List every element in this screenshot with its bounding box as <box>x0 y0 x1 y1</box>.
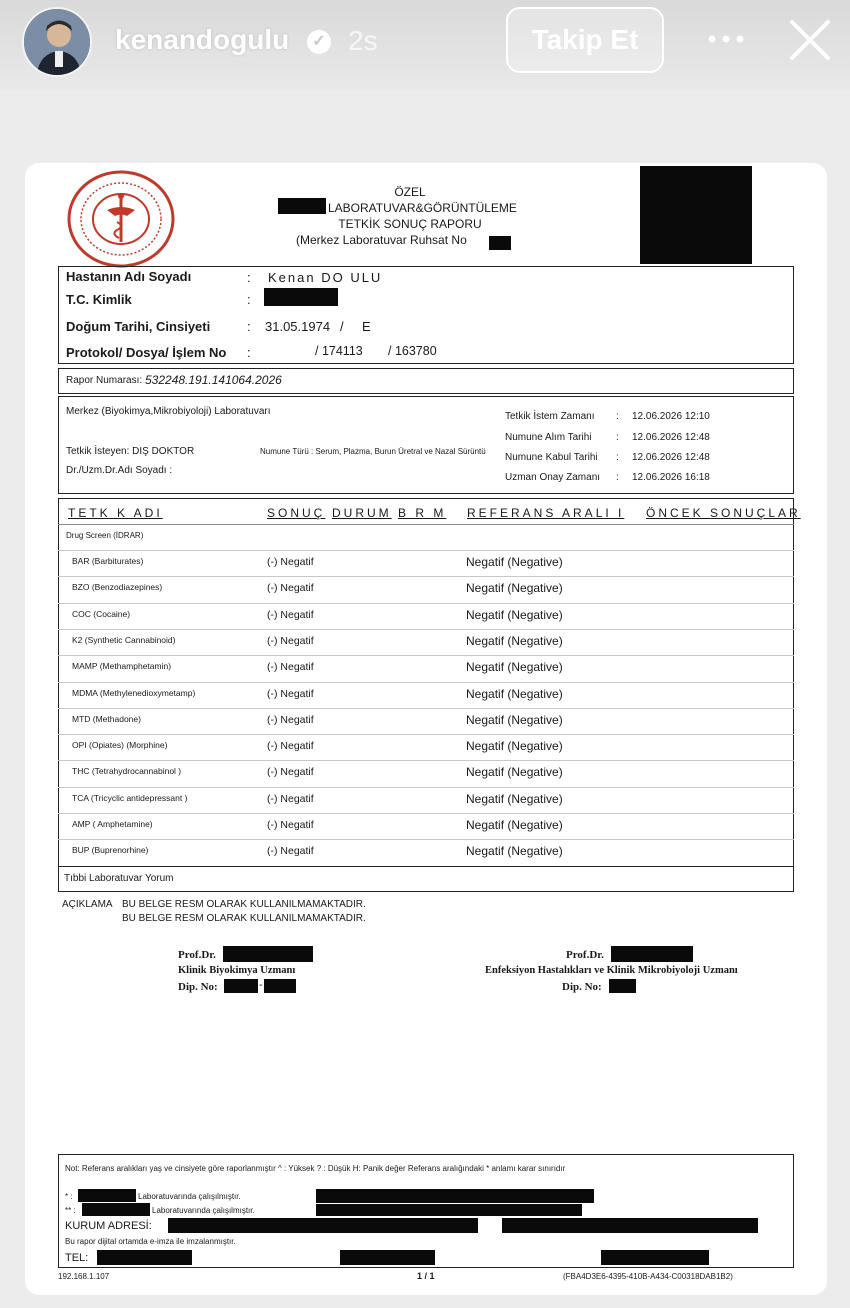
redaction-dip <box>224 979 258 993</box>
test-result: (-) Negatif <box>267 766 314 779</box>
row-divider <box>58 603 794 604</box>
test-name: BAR (Barbiturates) <box>72 556 144 566</box>
footer-page: 1 / 1 <box>417 1271 435 1281</box>
redaction <box>78 1189 136 1202</box>
col-status: DURUM <box>332 506 392 520</box>
test-result: (-) Negatif <box>267 582 314 595</box>
ministry-seal-icon <box>67 170 175 268</box>
tel-label: TEL: <box>65 1252 89 1264</box>
verified-badge-icon: ✓ <box>307 30 331 54</box>
redaction-barcode <box>640 166 752 264</box>
row-divider <box>58 629 794 630</box>
test-reference: Negatif (Negative) <box>466 712 563 727</box>
redaction <box>316 1204 582 1216</box>
test-reference: Negatif (Negative) <box>466 555 563 569</box>
footer-lab1: Laboratuvarında çalışılmıştır. <box>138 1192 241 1201</box>
row-divider <box>58 708 794 709</box>
tc-label: T.C. Kimlik <box>66 292 132 307</box>
right-sign-title: Prof.Dr. <box>566 949 604 961</box>
test-name: OPI (Opiates) (Morphine) <box>72 740 168 751</box>
comment-label: Tıbbi Laboratuvar Yorum <box>64 873 174 884</box>
footer-note: Not: Referans aralıkları yaş ve cinsiyete göre raporlanmıştır ^ : Yüksek ? : Düşük H: Panik değer Referans aralığındaki * anlamı karar sınırıdır <box>65 1164 566 1173</box>
esign-note: Bu rapor dijital ortamda e-imza ile imzalanmıştır. <box>65 1237 236 1246</box>
row-divider <box>58 682 794 683</box>
test-group: Drug Screen (İDRAR) <box>66 531 144 540</box>
test-reference: Negatif (Negative) <box>466 765 563 780</box>
report-title-line3: TETKİK SONUÇ RAPORU <box>338 217 482 231</box>
test-result: (-) Negatif <box>267 740 314 753</box>
story-header <box>0 0 850 90</box>
row-divider <box>58 813 794 814</box>
footer-hash: (FBA4D3E6-4395-410B-A434-C00318DAB1B2) <box>563 1272 733 1281</box>
test-result: (-) Negatif <box>267 687 314 700</box>
redaction-name <box>611 946 693 962</box>
left-sign-title: Prof.Dr. <box>178 949 216 961</box>
redaction-tel <box>340 1250 435 1265</box>
dob-value: 31.05.1974 <box>265 319 331 334</box>
close-icon[interactable] <box>788 18 832 62</box>
left-sign-role: Klinik Biyokimya Uzmanı <box>178 965 296 976</box>
test-reference: Negatif (Negative) <box>466 686 563 701</box>
address-label: KURUM ADRESİ: <box>65 1220 152 1232</box>
redaction-dip <box>264 979 296 993</box>
redaction-name <box>223 946 313 962</box>
divider <box>58 524 794 525</box>
right-sign-role: Enfeksiyon Hastalıkları ve Klinik Mikrobiyoloji Uzmanı <box>485 965 738 976</box>
test-name: AMP ( Amphetamine) <box>72 819 153 829</box>
protocol-value: / 174113 <box>315 344 363 358</box>
explanation-line1: BU BELGE RESM OLARAK KULLANILMAMAKTADIR. <box>122 899 366 910</box>
dash: - <box>259 979 263 991</box>
test-result: (-) Negatif <box>267 845 314 858</box>
report-number-value: 532248.191.141064.2026 <box>145 373 282 387</box>
divider <box>58 866 794 867</box>
footer-lab2-prefix: ** : <box>65 1206 76 1215</box>
test-reference: Negatif (Negative) <box>466 818 563 832</box>
row-divider <box>58 760 794 761</box>
report-title-line4: (Merkez Laboratuvar Ruhsat No <box>296 233 467 247</box>
footer-lab2: Laboratuvarında çalışılmıştır. <box>152 1206 255 1215</box>
test-name: COC (Cocaine) <box>72 608 131 619</box>
doctor-label: Dr./Uzm.Dr.Adı Soyadı : <box>66 465 173 476</box>
redaction <box>316 1189 594 1203</box>
test-result: (-) Negatif <box>267 556 314 568</box>
right-sign-dip: Dip. No: <box>562 981 602 993</box>
test-name: BUP (Buprenorhine) <box>72 845 149 856</box>
colon: : <box>247 270 251 285</box>
test-reference: Negatif (Negative) <box>466 844 563 859</box>
test-reference: Negatif (Negative) <box>466 739 563 754</box>
left-sign-dip: Dip. No: <box>178 981 218 993</box>
time-label: Uzman Onay Zamanı <box>505 472 601 483</box>
patient-name-value: Kenan DO ULU <box>268 270 383 285</box>
colon: : <box>616 472 619 483</box>
col-unit: B R M <box>398 506 447 520</box>
report-title-line2: LABORATUVAR&GÖRÜNTÜLEME <box>328 201 517 215</box>
row-divider <box>58 839 794 840</box>
explanation-line2: BU BELGE RESM OLARAK KULLANILMAMAKTADIR. <box>122 913 366 924</box>
col-reference: REFERANS ARALI I <box>467 506 625 520</box>
colon: : <box>247 319 251 334</box>
lab-name: Merkez (Biyokimya,Mikrobiyoloji) Laboratuvarı <box>66 406 271 417</box>
protocol-value2: / 163780 <box>388 344 437 358</box>
time-value: 12.06.2026 12:10 <box>632 411 710 422</box>
time-value: 12.06.2026 16:18 <box>632 472 710 483</box>
dob-label: Doğum Tarihi, Cinsiyeti <box>66 319 211 334</box>
row-divider <box>58 734 794 735</box>
time-value: 12.06.2026 12:48 <box>632 452 710 463</box>
test-result: (-) Negatif <box>267 634 314 647</box>
colon: : <box>247 345 251 360</box>
row-divider <box>58 787 794 788</box>
more-options-icon[interactable] <box>706 24 746 54</box>
follow-button[interactable]: Takip Et <box>506 7 664 73</box>
test-result: (-) Negatif <box>267 792 314 805</box>
test-reference: Negatif (Negative) <box>466 607 563 622</box>
redaction-address <box>168 1218 478 1233</box>
test-result: (-) Negatif <box>267 819 314 831</box>
col-previous: ÖNCEK SONUÇLAR <box>646 506 801 520</box>
test-result: (-) Negatif <box>267 661 314 674</box>
row-divider <box>58 576 794 577</box>
test-name: MTD (Methadone) <box>72 713 141 724</box>
col-result: SONUÇ <box>267 506 326 520</box>
time-label: Numune Alım Tarihi <box>505 432 592 443</box>
row-divider <box>58 655 794 656</box>
redaction-tc <box>264 288 338 306</box>
story-time: 2s <box>348 25 378 56</box>
test-reference: Negatif (Negative) <box>466 581 563 596</box>
test-name: BZO (Benzodiazepines) <box>72 582 163 593</box>
footer-lab1-prefix: * : <box>65 1192 73 1201</box>
colon: : <box>616 411 619 422</box>
colon: : <box>247 292 251 307</box>
test-name: MDMA (Methylenedioxymetamp) <box>72 687 196 698</box>
test-reference: Negatif (Negative) <box>466 660 563 675</box>
gender-value: E <box>362 319 371 334</box>
colon: : <box>616 432 619 443</box>
report-title-line1: ÖZEL <box>394 185 426 199</box>
report-number-label: Rapor Numarası: <box>66 375 143 386</box>
time-label: Tetkik İstem Zamanı <box>505 411 595 422</box>
col-test-name: TETK K ADI <box>68 506 163 520</box>
footer-ip: 192.168.1.107 <box>58 1272 110 1281</box>
patient-name-label: Hastanın Adı Soyadı <box>66 269 192 284</box>
redaction-dip <box>609 979 636 993</box>
explanation-label: AÇIKLAMA <box>62 899 113 910</box>
time-value: 12.06.2026 12:48 <box>632 432 710 443</box>
test-name: MAMP (Methamphetamin) <box>72 661 172 672</box>
redaction <box>278 198 326 214</box>
test-result: (-) Negatif <box>267 713 314 726</box>
redaction-tel <box>601 1250 709 1265</box>
redaction-address <box>502 1218 758 1233</box>
test-name: K2 (Synthetic Cannabinoid) <box>72 634 176 645</box>
test-name: THC (Tetrahydrocannabinol ) <box>72 766 182 777</box>
redaction-tel <box>97 1250 192 1265</box>
story-username[interactable]: kenandogulu <box>115 24 290 55</box>
time-label: Numune Kabul Tarihi <box>505 452 598 463</box>
test-name: TCA (Tricyclic antidepressant ) <box>72 792 188 803</box>
colon: : <box>616 452 619 463</box>
protocol-label: Protokol/ Dosya/ İşlem No <box>66 345 227 360</box>
test-result: (-) Negatif <box>267 608 314 621</box>
avatar[interactable] <box>22 7 92 77</box>
divider <box>58 550 794 551</box>
test-reference: Negatif (Negative) <box>466 633 563 648</box>
test-reference: Negatif (Negative) <box>466 791 563 806</box>
redaction <box>82 1203 150 1216</box>
slash: / <box>340 319 344 334</box>
requester: Tetkik İsteyen: DIŞ DOKTOR <box>66 446 195 457</box>
sample-type: Numune Türü : Serum, Plazma, Burun Üretral ve Nazal Sürüntü <box>260 447 486 456</box>
redaction <box>489 236 511 250</box>
